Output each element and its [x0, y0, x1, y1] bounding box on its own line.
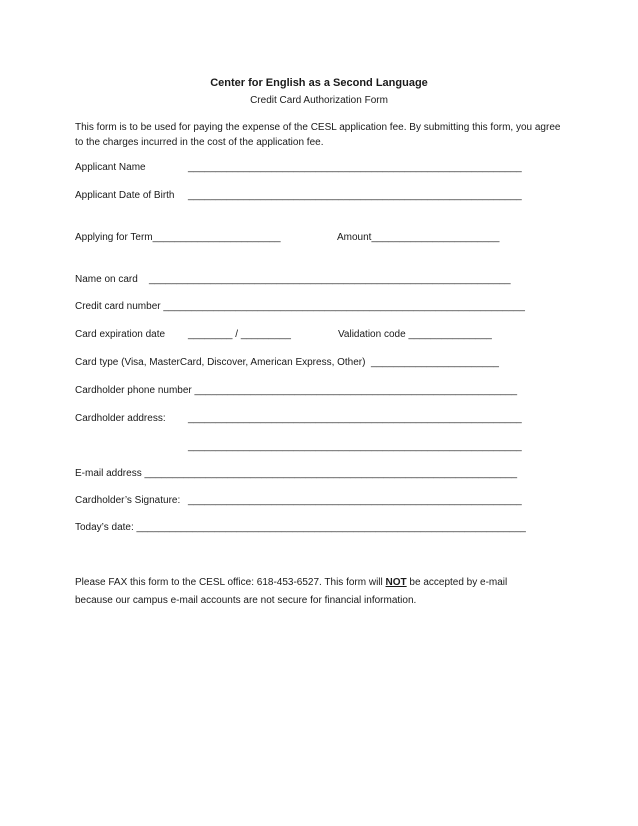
expiration-row	[188, 328, 291, 342]
applying-term-label: Applying for Term	[75, 232, 153, 243]
form-subtitle: Credit Card Authorization Form	[250, 95, 388, 106]
card-type-field[interactable]: _______________________	[371, 357, 499, 368]
card-number-field[interactable]: _________________________________________________________________	[163, 301, 525, 312]
email-label: E-mail address	[75, 468, 142, 479]
signature-label: Cardholder’s Signature:	[75, 495, 181, 506]
applying-term-row	[75, 231, 281, 245]
applying-term-field[interactable]: _______________________	[152, 232, 281, 243]
fax-notice-line2: because our campus e-mail accounts are not secure for financial information.	[75, 595, 417, 606]
signature-field[interactable]: ____________________________________________________________	[188, 495, 522, 506]
phone-row	[75, 384, 517, 398]
address-line1-field[interactable]: ____________________________________________________________	[188, 413, 522, 424]
card-type-label: Card type (Visa, MasterCard, Discover, American Express, Other)	[75, 357, 366, 368]
intro-paragraph: This form is to be used for paying the expense of the CESL application fee. By submitting this form, you agree to the charges incurred in the cost of the application fee.	[75, 122, 561, 148]
amount-label: Amount	[337, 232, 372, 243]
fax-notice-line1	[75, 574, 555, 592]
applicant-dob-field[interactable]: ____________________________________________________________	[188, 190, 522, 201]
email-row	[75, 467, 517, 481]
phone-field[interactable]: __________________________________________________________	[194, 385, 518, 396]
amount-row	[337, 231, 499, 245]
applicant-name-label: Applicant Name	[75, 162, 146, 173]
applicant-name-field[interactable]: ____________________________________________________________	[188, 162, 522, 173]
fax-notice	[75, 574, 555, 610]
amount-field[interactable]: _______________________	[371, 232, 500, 243]
fax-notice-text: Please FAX this form to the CESL office: 618-453-6527. This form will	[75, 577, 386, 588]
date-row	[75, 521, 526, 535]
applicant-dob-label: Applicant Date of Birth	[75, 190, 175, 201]
expiration-separator: /	[235, 329, 239, 340]
name-on-card-field[interactable]: _________________________________________________________________	[149, 274, 511, 285]
form-title: Center for English as a Second Language	[210, 77, 428, 89]
address-label: Cardholder address:	[75, 413, 166, 424]
phone-label: Cardholder phone number	[75, 385, 192, 396]
address-line2-field[interactable]: ____________________________________________________________	[188, 441, 522, 452]
validation-code-field[interactable]: _______________	[408, 329, 492, 340]
validation-code-label: Validation code	[338, 329, 406, 340]
expiration-year-field[interactable]: _________	[240, 329, 291, 340]
fax-notice-text-end: be accepted by e-mail	[406, 577, 508, 588]
not-emphasis: NOT	[385, 577, 407, 588]
name-on-card-label: Name on card	[75, 274, 138, 285]
expiration-label: Card expiration date	[75, 329, 166, 340]
email-field[interactable]: ___________________________________________________________________	[144, 468, 518, 479]
date-label: Today’s date:	[75, 522, 134, 533]
validation-code-row	[338, 328, 492, 342]
card-number-label: Credit card number	[75, 301, 161, 312]
card-type-row	[75, 356, 499, 370]
date-field[interactable]: ______________________________________________________________________	[136, 522, 526, 533]
expiration-month-field[interactable]: ________	[188, 329, 233, 340]
card-number-row	[75, 300, 525, 314]
